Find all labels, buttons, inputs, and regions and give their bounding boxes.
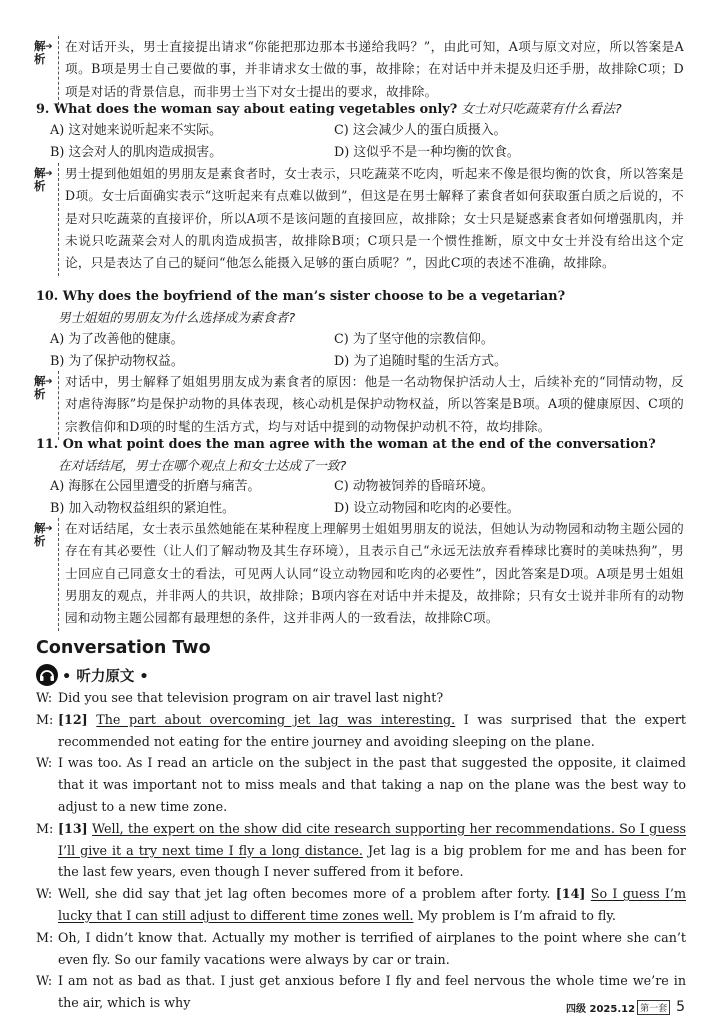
question-11 — [36, 434, 686, 478]
speaker-label: M: — [36, 820, 54, 836]
explanation-tag: 解 析 ➔ — [34, 166, 53, 193]
dialog-text: Did you see that television program on air travel last night? — [58, 690, 444, 705]
question-marker: [13] — [58, 820, 88, 836]
question-11-en: 11. On what point does the man agree with the woman at the end of the conversation? — [36, 437, 656, 452]
option-d[interactable]: D) 为了追随时髦的生活方式。 — [334, 354, 507, 369]
explanation-q10 — [34, 371, 684, 440]
key-sentence: Well, the expert on the show did cite research supporting her recommendations. So I guess I’ll give it a try next time I fly a long distance. — [58, 820, 686, 858]
options-10 — [50, 329, 680, 373]
dialog-text: Oh, I didn’t know that. Actually my mother is terrified of airplanes to the point where she can’t even fly. So our family vacations were always by car or train. — [58, 929, 686, 967]
option-b[interactable]: B) 为了保护动物权益。 — [50, 354, 184, 369]
explanation-text: 男士提到他姐姐的男朋友是素食者时，女士表示，只吃蔬菜不吃肉，听起来不像是很均衡的饮食，所以答案是D项。女士后面确实表示“这听起来有点难以做到”，但这是在男士解释了素食者如何获取蛋白质之后说的，不是对只吃蔬菜的直接评价，所以A项不是该问题的直接回应，故排除；女士只是疑惑素食者如何增强肌肉，并未说只吃蔬菜会对人的肌肉造成损害，故排除B项；C项只是一个惯性推断，原文中女士并没有给出这个定论，只是表达了自己的疑问“他怎么能摄入足够的蛋白质呢？”，因此C项的表述不准确，故排除。 — [58, 163, 684, 276]
question-10-zh: 男士姐姐的男朋友为什么选择成为素食者? — [58, 311, 296, 326]
dialog-turn — [36, 709, 686, 753]
key-sentence: The part about overcoming jet lag was interesting. — [96, 711, 456, 727]
footer-set-label: 第一套 — [637, 1000, 670, 1015]
speaker-label: W: — [36, 886, 53, 902]
option-d[interactable]: D) 设立动物园和吃肉的必要性。 — [334, 501, 520, 516]
explanation-text: 对话中，男士解释了姐姐男朋友成为素食者的原因：他是一名动物保护活动人士，后续补充的“同情动物，反对虐待海豚”均是保护动物的具体表现，核心动机是保护动物权益，所以答案是B项。A项的健康原因、C项的宗教信仰和D项的时髦的生活方式，均与对话中提到的动物保护动机不符，故均排除。 — [58, 371, 684, 440]
dialog-turn — [36, 687, 686, 709]
explanation-tag: 解 析 ➔ — [34, 39, 53, 66]
dialog-text: I was too. As I read an article on the subject in the past that suggested the opposite, it claimed that it was important not to miss meals and that taking a nap on the plane was the best way to adjust to a new time zone. — [58, 755, 686, 814]
explanation-tag: 解 析 ➔ — [34, 521, 53, 548]
footer-info: 四级 2025.12 — [566, 1003, 636, 1015]
page-number: 5 — [676, 999, 685, 1015]
option-c[interactable]: C) 为了坚守他的宗教信仰。 — [334, 332, 494, 347]
page-footer — [566, 999, 685, 1015]
question-marker: [14] — [555, 886, 586, 902]
question-marker: [12] — [58, 711, 88, 727]
option-b[interactable]: B) 加入动物权益组织的紧迫性。 — [50, 501, 235, 516]
dialog-text — [58, 709, 686, 753]
dialog-text-rest: Jet lag is a big problem for me and has been for the last few years, even though I never suffered from it before. — [58, 842, 686, 880]
option-a[interactable]: A) 为了改善他的健康。 — [50, 332, 184, 347]
explanation-q9 — [34, 163, 684, 276]
speaker-label: W: — [36, 755, 53, 771]
question-9-en: 9. What does the woman say about eating vegetables only? — [36, 102, 458, 117]
option-a[interactable]: A) 海豚在公园里遭受的折磨与痛苦。 — [50, 479, 261, 494]
dialog-text-rest: My problem is I’m afraid to fly. — [413, 907, 616, 923]
explanation-text: 在对话开头，男士直接提出请求“你能把那边那本书递给我吗？”，由此可知，A项与原文对应，所以答案是A项。B项是男士自己要做的事，并非请求女士做的事，故排除；在对话中并未提及归还手册，故排除C项；D项是对话的背景信息，而非男士当下对女士提出的要求，故排除。 — [58, 36, 684, 105]
headphones-icon — [36, 664, 58, 686]
transcript-header — [36, 664, 149, 686]
dialog-text — [58, 883, 686, 927]
dialog-text — [58, 818, 686, 883]
explanation-q8 — [34, 36, 684, 105]
option-c[interactable]: C) 这会减少人的蛋白质摄入。 — [334, 123, 507, 138]
speaker-label: W: — [36, 973, 53, 989]
transcript-label: • 听力原文 • — [62, 668, 149, 685]
explanation-tag: 解 析 ➔ — [34, 374, 53, 401]
explanation-text: 在对话结尾，女士表示虽然她能在某种程度上理解男士姐姐男朋友的说法，但她认为动物园和动物主题公园的存在有其必要性（让人们了解动物及其生存环境），且表示自己“永远无法放弃看棒球比赛时的美味热狗”，男士回应自己同意女士的看法，可见两人认同“设立动物园和吃肉的必要性”，因此答案是D项。A项是男士姐姐男朋友的观点，并非两人的共识，故排除；B项内容在对话中并未提及，故排除；只有女士说并非所有的动物园和动物主题公园都有最理想的条件，这并非两人的一致看法，故排除C项。 — [58, 518, 684, 631]
transcript — [36, 687, 686, 1014]
option-d[interactable]: D) 这似乎不是一种均衡的饮食。 — [334, 145, 520, 160]
speaker-label: M: — [36, 711, 54, 727]
question-10-en: 10. Why does the boyfriend of the man’s sister choose to be a vegetarian? — [36, 289, 566, 304]
explanation-q11 — [34, 518, 684, 631]
dialog-turn — [36, 883, 686, 927]
option-b[interactable]: B) 这会对人的肌肉造成损害。 — [50, 145, 223, 160]
question-10 — [36, 286, 686, 330]
options-11 — [50, 476, 680, 520]
section-title: Conversation Two — [36, 638, 211, 658]
options-9 — [50, 120, 680, 164]
dialog-turn — [36, 927, 686, 971]
speaker-label: M: — [36, 929, 54, 945]
question-9-zh: 女士对只吃蔬菜有什么看法? — [461, 102, 622, 117]
dialog-text: I am not as bad as that. I just get anxious before I fly and feel nervous the whole time we’re in the air, which is why — [58, 973, 686, 1011]
option-c[interactable]: C) 动物被饲养的昏暗环境。 — [334, 479, 494, 494]
question-11-zh: 在对话结尾，男士在哪个观点上和女士达成了一致? — [58, 459, 347, 474]
dialog-text-rest: I was surprised that the expert recommended not eating for the entire journey and avoiding sleeping on the plane. — [58, 711, 686, 749]
question-9 — [36, 99, 686, 121]
dialog-text-pre: Well, she did say that jet lag often becomes more of a problem after forty. — [58, 886, 556, 902]
speaker-label: W: — [36, 690, 53, 705]
dialog-turn — [36, 752, 686, 817]
key-sentence: So I guess I’m lucky that I can still adjust to different time zones well. — [58, 886, 686, 923]
option-a[interactable]: A) 这对她来说听起来不实际。 — [50, 123, 222, 138]
dialog-turn — [36, 818, 686, 883]
